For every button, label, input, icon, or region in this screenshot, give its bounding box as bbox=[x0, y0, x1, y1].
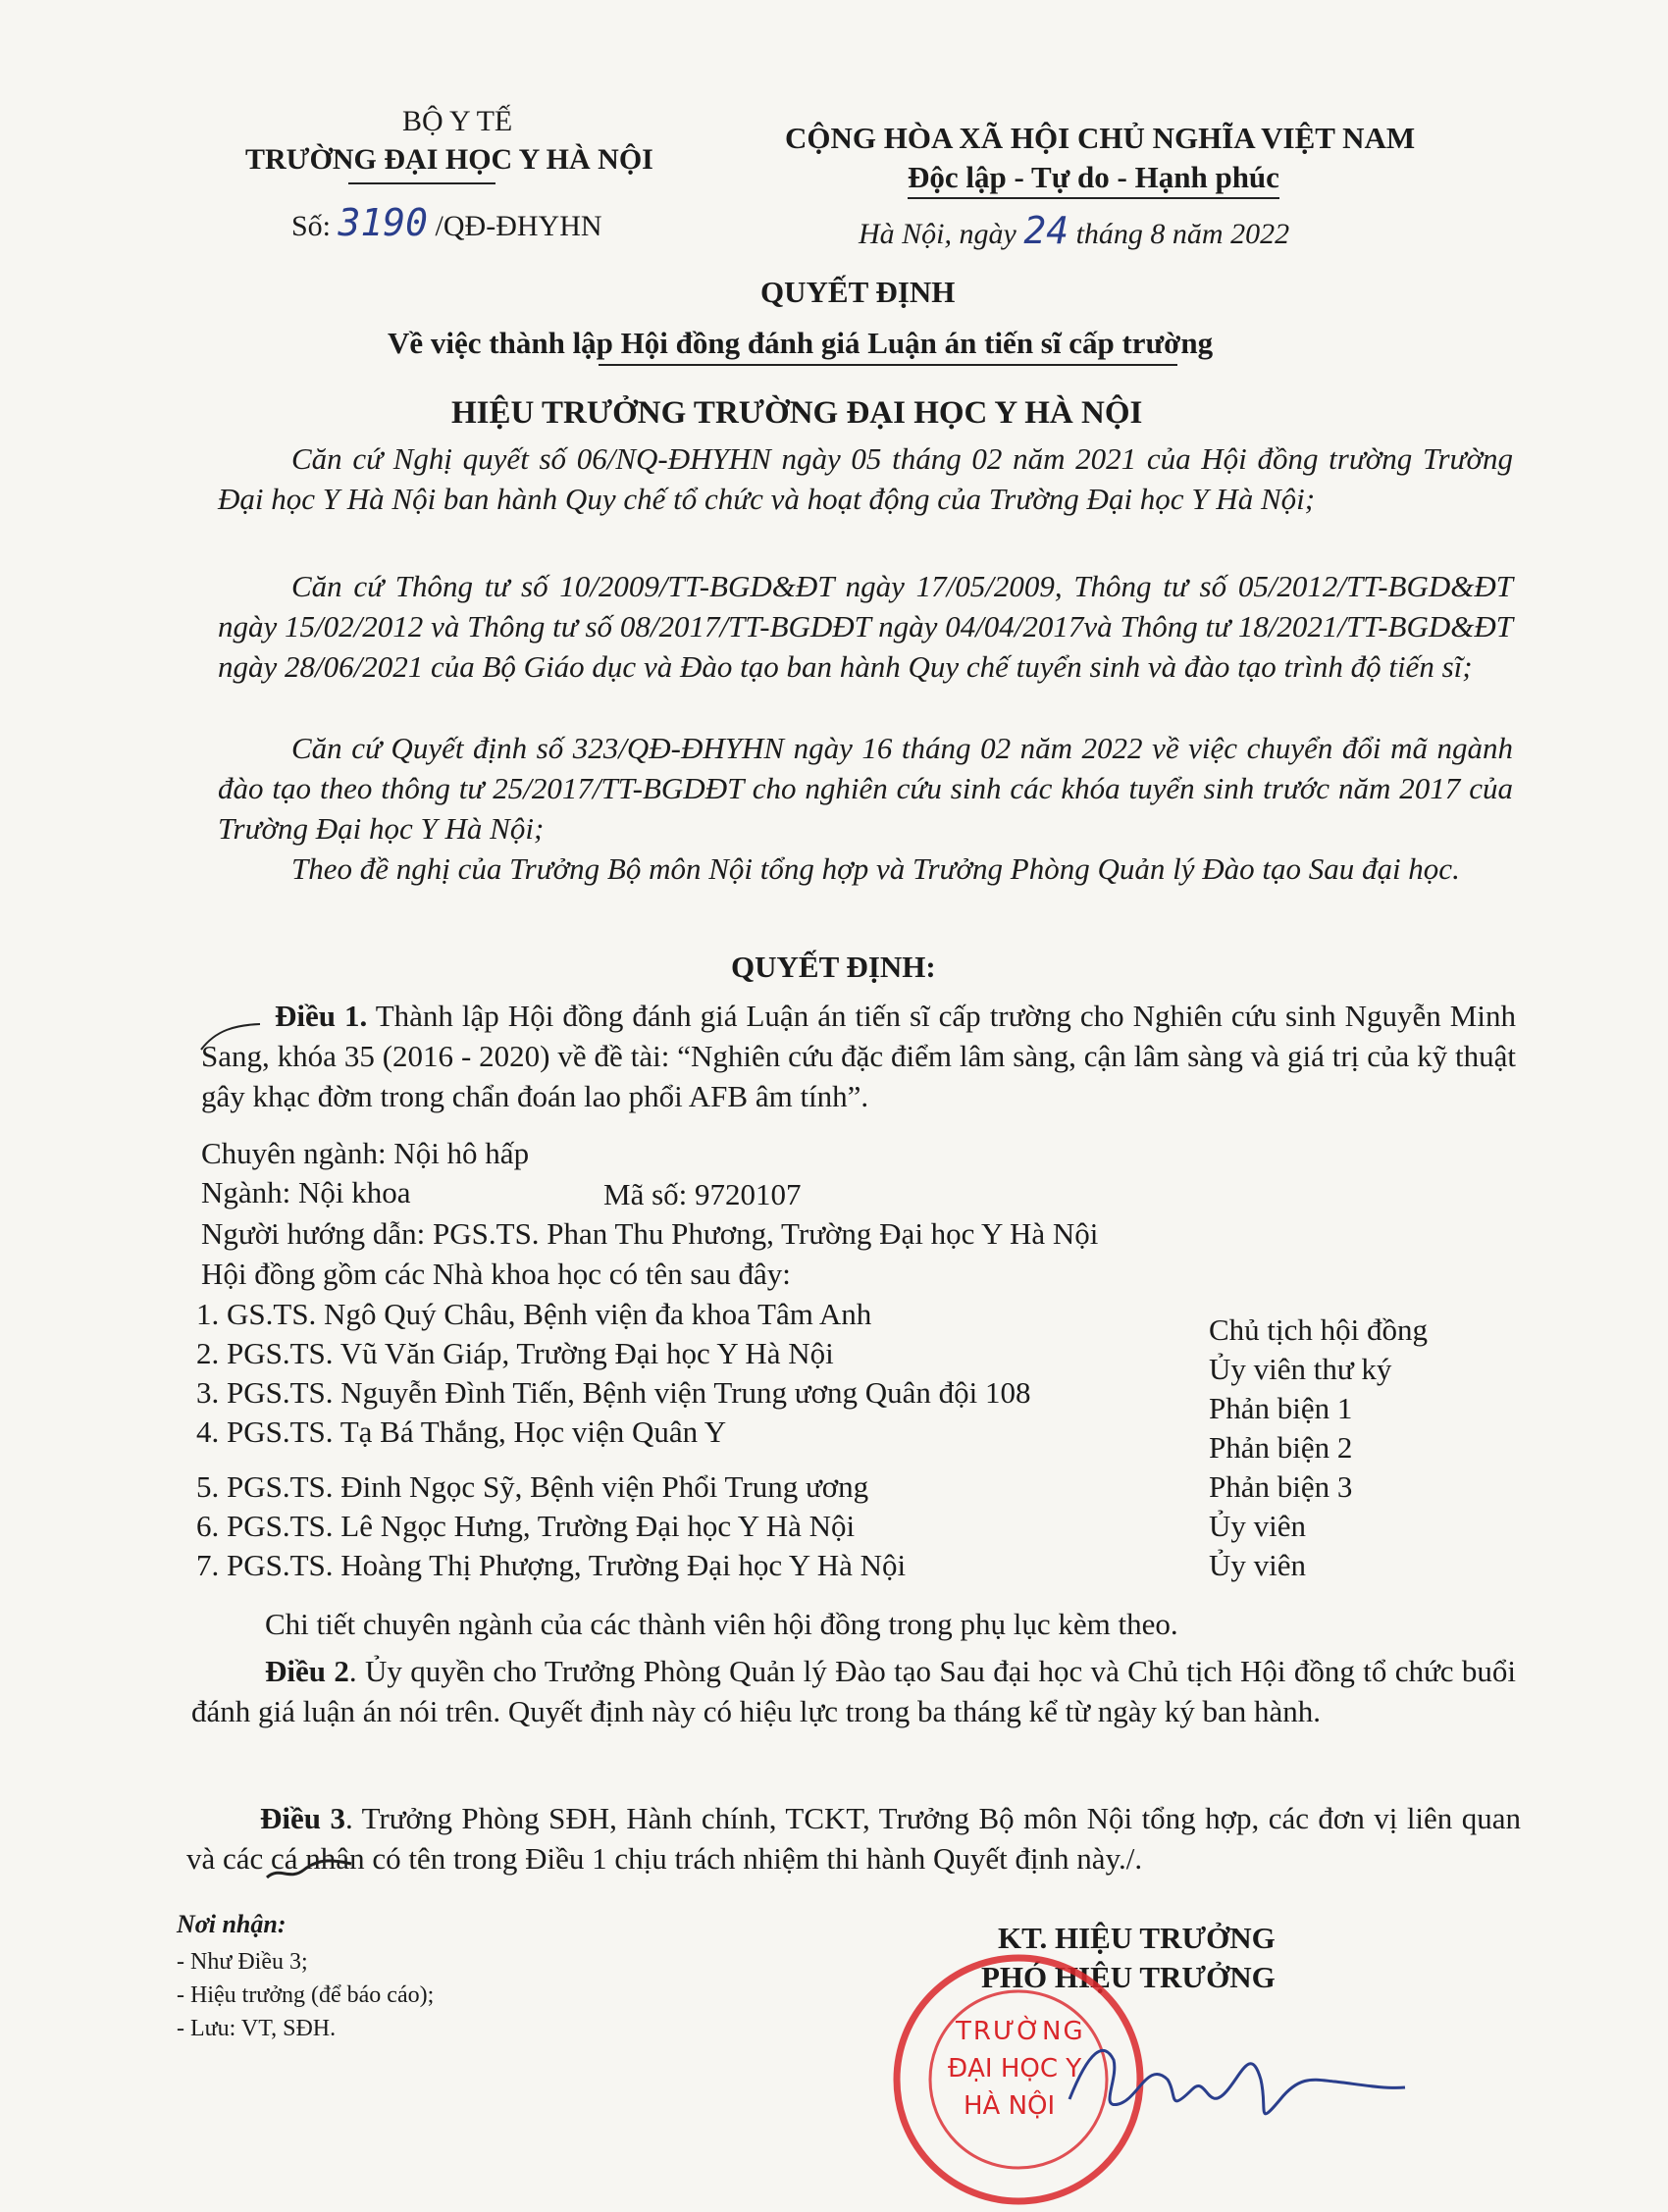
date-prefix: Hà Nội, ngày bbox=[859, 218, 1016, 250]
article-1-label: Điều 1. bbox=[275, 999, 368, 1033]
member-role: Ủy viên bbox=[1209, 1509, 1307, 1543]
article-3-label: Điều 3 bbox=[260, 1801, 345, 1835]
document-title: QUYẾT ĐỊNH bbox=[760, 275, 956, 309]
ministry-name: BỘ Y TẾ bbox=[402, 105, 513, 137]
margin-mark bbox=[196, 1020, 265, 1059]
basis-1: Căn cứ Nghị quyết số 06/NQ-ĐHYHN ngày 05 tháng 02 năm 2021 của Hội đồng trường Trường Đại học Y Hà Nội ban hành Quy chế tổ chức và hoạt động của Trường Đại học Y Hà Nội; bbox=[218, 441, 1513, 516]
basis-4: Theo đề nghị của Trưởng Bộ môn Nội tổng hợp và Trưởng Phòng Quản lý Đào tạo Sau đại học. bbox=[291, 851, 1460, 886]
stamp-line-2: ĐẠI HỌC Y bbox=[948, 2054, 1082, 2083]
article-2-text: . Ủy quyền cho Trưởng Phòng Quản lý Đào tạo Sau đại học và Chủ tịch Hội đồng tổ chức buổi đánh giá luận án nói trên. Quyết định này có hiệu lực trong ba tháng kể từ ngày ký ban hành. bbox=[191, 1654, 1517, 1728]
basis-3: Căn cứ Quyết định số 323/QĐ-ĐHYHN ngày 16 tháng 02 năm 2022 về việc chuyển đổi mã ngành đào tạo theo thông tư 25/2017/TT-BGDĐT cho nghiên cứu sinh các khóa tuyển sinh trước năm 2017 của Trường Đại học Y Hà Nội; bbox=[218, 731, 1513, 846]
member-name: 1. GS.TS. Ngô Quý Châu, Bệnh viện đa khoa Tâm Anh bbox=[196, 1297, 872, 1331]
country-name: CỘNG HÒA XÃ HỘI CHỦ NGHĨA VIỆT NAM bbox=[785, 121, 1416, 155]
member-role: Ủy viên bbox=[1209, 1548, 1307, 1582]
subject-underline bbox=[599, 364, 1177, 366]
appendix-note: Chi tiết chuyên ngành của các thành viên hội đồng trong phụ lục kèm theo. bbox=[265, 1607, 1178, 1641]
specialty: Chuyên ngành: Nội hô hấp bbox=[201, 1136, 530, 1170]
handwritten-signature bbox=[1060, 2021, 1413, 2138]
signature-title-1: KT. HIỆU TRƯỞNG bbox=[998, 1921, 1276, 1955]
field-code: Mã số: 9720107 bbox=[603, 1177, 802, 1211]
member-name: 4. PGS.TS. Tạ Bá Thắng, Học viện Quân Y bbox=[196, 1415, 727, 1449]
members-intro: Hội đồng gồm các Nhà khoa học có tên sau đây: bbox=[201, 1257, 791, 1291]
date-suffix: tháng 8 năm 2022 bbox=[1075, 218, 1290, 250]
handwritten-number: 3190 bbox=[338, 201, 429, 244]
recipient-item: - Hiệu trưởng (để báo cáo); bbox=[177, 1982, 435, 2008]
member-role: Phản biện 2 bbox=[1209, 1430, 1353, 1465]
supervisor: Người hướng dẫn: PGS.TS. Phan Thu Phương, Trường Đại học Y Hà Nội bbox=[201, 1216, 1099, 1251]
member-name: 7. PGS.TS. Hoàng Thị Phượng, Trường Đại học Y Hà Nội bbox=[196, 1548, 907, 1582]
document-date bbox=[859, 209, 1289, 252]
article-1 bbox=[201, 996, 1516, 1116]
recipient-item: - Như Điều 3; bbox=[177, 1949, 308, 1975]
member-role: Ủy viên thư ký bbox=[1209, 1352, 1392, 1386]
document-number bbox=[291, 201, 602, 244]
member-role: Chủ tịch hội đồng bbox=[1209, 1312, 1429, 1347]
article-2-label: Điều 2 bbox=[265, 1654, 349, 1688]
article-1-text: Thành lập Hội đồng đánh giá Luận án tiến sĩ cấp trường cho Nghiên cứu sinh Nguyễn Minh Sang, khóa 35 (2016 - 2020) về đề tài: “Nghiên cứu đặc điểm lâm sàng, cận lâm sàng và giá trị của kỹ thuật gây khạc đờm trong chẩn đoán lao phổi AFB âm tính”. bbox=[201, 999, 1516, 1113]
member-name: 5. PGS.TS. Đinh Ngọc Sỹ, Bệnh viện Phổi Trung ương bbox=[196, 1469, 869, 1504]
stamp-line-1: TRƯỜNG bbox=[956, 2017, 1085, 2046]
recipients-heading: Nơi nhận: bbox=[177, 1910, 287, 1938]
basis-2: Căn cứ Thông tư số 10/2009/TT-BGD&ĐT ngày 17/05/2009, Thông tư số 05/2012/TT-BGD&ĐT ngày 15/02/2012 và Thông tư số 08/2017/TT-BGDĐT ngày 04/04/2017và Thông tư 18/2021/TT-BGD&ĐT ngày 28/06/2021 của Bộ Giáo dục và Đào tạo ban hành Quy chế tuyển sinh và đào tạo trình độ tiến sĩ; bbox=[218, 569, 1513, 684]
university-underline bbox=[348, 182, 495, 184]
initials-scribble bbox=[265, 1856, 353, 1885]
field: Ngành: Nội khoa bbox=[201, 1175, 411, 1209]
stamp-line-3: HÀ NỘI bbox=[964, 2091, 1056, 2121]
member-name: 6. PGS.TS. Lê Ngọc Hưng, Trường Đại học Y Hà Nội bbox=[196, 1509, 856, 1543]
document-subject: Về việc thành lập Hội đồng đánh giá Luận án tiến sĩ cấp trường bbox=[388, 326, 1214, 360]
university-name: TRƯỜNG ĐẠI HỌC Y HÀ NỘI bbox=[245, 143, 653, 176]
article-2 bbox=[191, 1651, 1516, 1731]
national-motto: Độc lập - Tự do - Hạnh phúc bbox=[908, 160, 1279, 199]
article-3 bbox=[186, 1798, 1521, 1878]
issuer-heading: HIỆU TRƯỞNG TRƯỜNG ĐẠI HỌC Y HÀ NỘI bbox=[451, 395, 1143, 431]
decision-heading: QUYẾT ĐỊNH: bbox=[731, 950, 936, 984]
member-role: Phản biện 1 bbox=[1209, 1391, 1353, 1425]
member-role: Phản biện 3 bbox=[1209, 1469, 1353, 1504]
number-suffix: /QĐ-ĐHYHN bbox=[435, 210, 602, 242]
number-prefix: Số: bbox=[291, 210, 332, 242]
signature-title-2: PHÓ HIỆU TRƯỞNG bbox=[981, 1960, 1276, 1994]
handwritten-day: 24 bbox=[1023, 209, 1069, 252]
member-name: 2. PGS.TS. Vũ Văn Giáp, Trường Đại học Y Hà Nội bbox=[196, 1336, 834, 1370]
recipient-item: - Lưu: VT, SĐH. bbox=[177, 2016, 337, 2041]
member-name: 3. PGS.TS. Nguyễn Đình Tiến, Bệnh viện Trung ương Quân đội 108 bbox=[196, 1375, 1031, 1410]
article-3-text: . Trưởng Phòng SĐH, Hành chính, TCKT, Trưởng Bộ môn Nội tổng hợp, các đơn vị liên quan và các cá nhân có tên trong Điều 1 chịu trách nhiệm thi hành Quyết định này./. bbox=[186, 1801, 1522, 1876]
